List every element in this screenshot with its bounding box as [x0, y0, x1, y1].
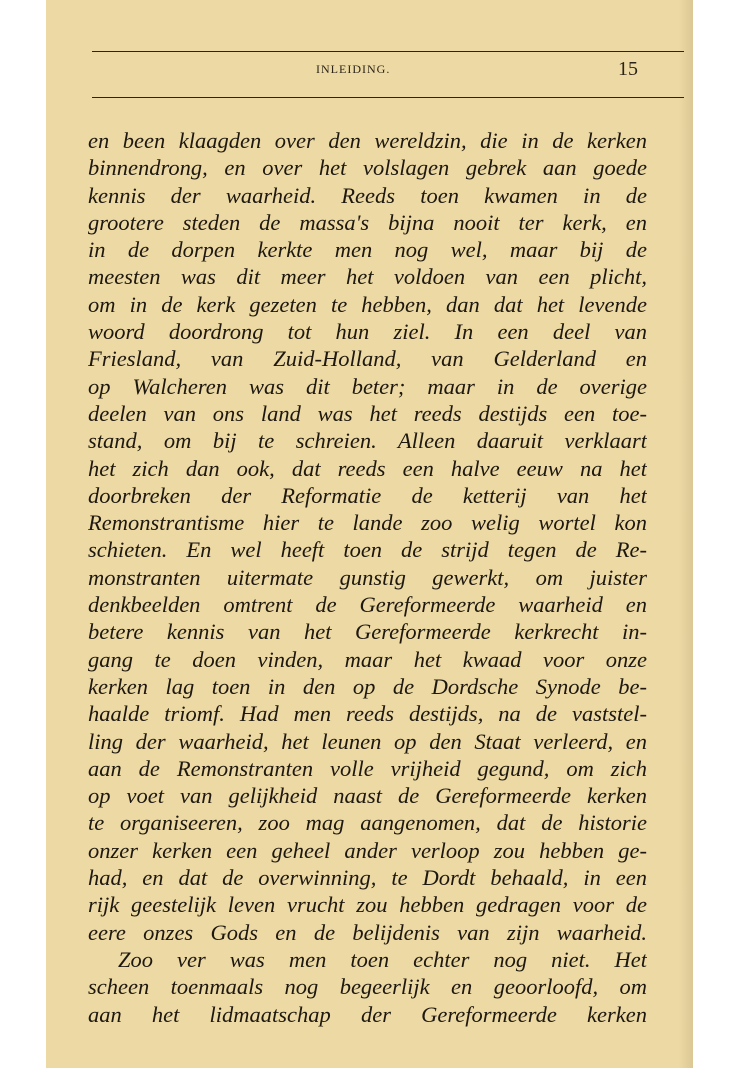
text-line: binnendrong, en over het volslagen gebrek aan goede	[88, 155, 647, 181]
body-text	[88, 127, 647, 1028]
text-line: had, en dat de overwinning, te Dordt behaald, in een	[88, 865, 647, 891]
text-line: om in de kerk gezeten te hebben, dan dat het levende	[88, 291, 647, 317]
text-line: kennis der waarheid. Reeds toen kwamen in de	[88, 182, 647, 208]
text-line: gang te doen vinden, maar het kwaad voor onze	[88, 646, 647, 672]
header-rule-bottom	[92, 97, 684, 98]
text-line: in de dorpen kerkte men nog wel, maar bij de	[88, 237, 647, 263]
text-line: Zoo ver was men toen echter nog niet. Het	[118, 946, 647, 972]
text-line: aan het lidmaatschap der Gereformeerde kerken	[88, 1001, 647, 1027]
text-line: betere kennis van het Gereformeerde kerkrecht in-	[88, 619, 647, 645]
text-line: onzer kerken een geheel ander verloop zou hebben ge-	[88, 837, 647, 863]
text-line: het zich dan ook, dat reeds een halve eeuw na het	[88, 455, 647, 481]
text-line: grootere steden de massa's bijna nooit ter kerk, en	[88, 209, 647, 235]
text-line: te organiseeren, zoo mag aangenomen, dat de historie	[88, 810, 647, 836]
text-line: op voet van gelijkheid naast de Gereformeerde kerken	[88, 783, 647, 809]
text-line: scheen toenmaals nog begeerlijk en geoorloofd, om	[88, 974, 647, 1000]
running-head: INLEIDING.	[316, 62, 391, 76]
text-line: haalde triomf. Had men reeds destijds, na de vaststel-	[88, 701, 647, 727]
text-line: monstranten uitermate gunstig gewerkt, om juister	[88, 564, 647, 590]
text-line: en been klaagden over den wereldzin, die in de kerken	[88, 128, 647, 153]
text-line: deelen van ons land was het reeds destijds een toe-	[88, 400, 647, 426]
text-line: eere onzes Gods en de belijdenis van zijn waarheid.	[88, 919, 647, 945]
text-line: Remonstrantisme hier te lande zoo welig wortel kon	[88, 510, 647, 536]
text-line: doorbreken der Reformatie de ketterij van het	[88, 482, 647, 508]
text-line: meesten was dit meer het voldoen van een plicht,	[88, 264, 647, 290]
text-line: aan de Remonstranten volle vrijheid gegund, om zich	[88, 755, 647, 781]
page-number: 15	[618, 58, 638, 80]
text-line: kerken lag toen in den op de Dordsche Synode be-	[88, 673, 647, 699]
header-rule-top	[92, 51, 684, 52]
text-line: woord doordrong tot hun ziel. In een deel van	[88, 319, 647, 345]
text-line: denkbeelden omtrent de Gereformeerde waarheid en	[88, 592, 647, 618]
text-line: schieten. En wel heeft toen de strijd tegen de Re-	[88, 537, 647, 563]
text-line: rijk geestelijk leven vrucht zou hebben gedragen voor de	[88, 892, 647, 918]
text-line: op Walcheren was dit beter; maar in de overige	[88, 373, 647, 399]
text-line: stand, om bij te schreien. Alleen daaruit verklaart	[88, 428, 647, 454]
book-page	[46, 0, 693, 1068]
text-line: Friesland, van Zuid-Holland, van Gelderland en	[88, 346, 647, 372]
text-line: ling der waarheid, het leunen op den Staat verleerd, en	[88, 728, 647, 754]
